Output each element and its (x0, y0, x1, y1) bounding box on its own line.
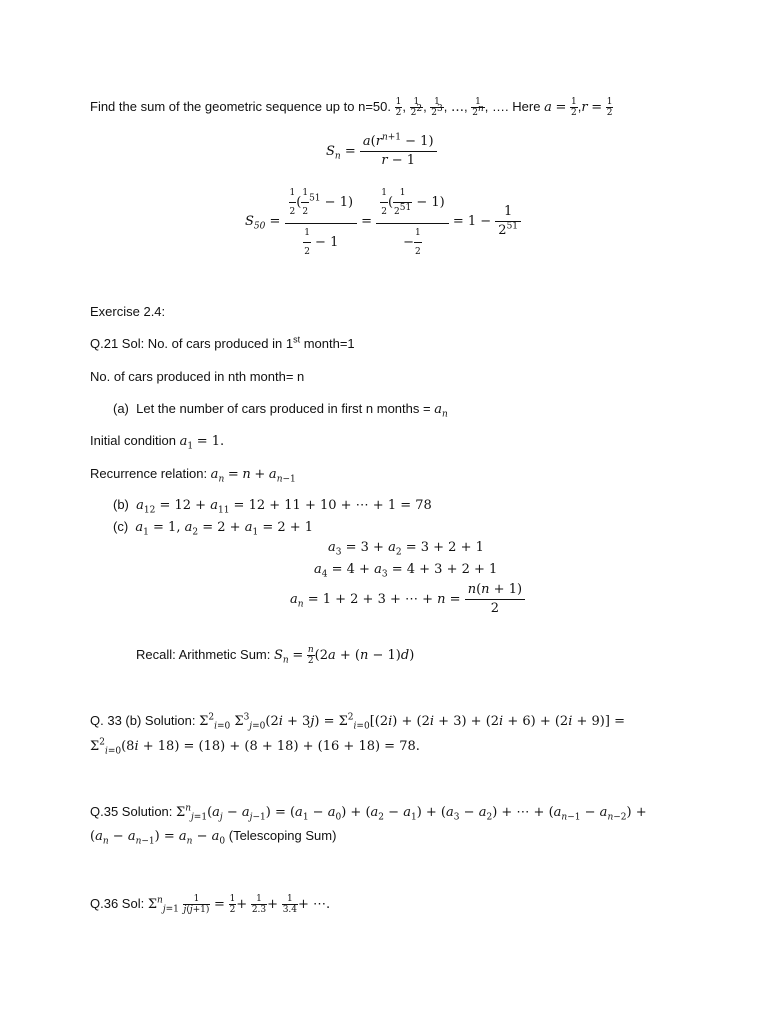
geometric-intro-line: Find the sum of the geometric sequence up to n=50. $\frac{1}{2}$ , $\frac{1}{2^2}$ , $\frac{1}{2^3}$ , …, $\frac{1}{2^n}$ , …. Here a = $\frac{1}{2}$ ,r = $\frac{1}{2}$ (90, 97, 613, 118)
exercise-title: Exercise 2.4: (90, 304, 166, 319)
q21-nth-line: No. of cars produced in nth month= n (90, 369, 305, 384)
q21-a3: $a_3 = 3 + a_2 = 3 + 2 + 1$ (328, 540, 484, 558)
seq-term-3: $\frac{1}{2^3}$ (431, 97, 443, 118)
q35-line2: $(a_n - a_{n-1}) = a_n - a_0$ (Telescoping Sum) (90, 828, 337, 847)
s50-formula: $S_{50}$ = $\frac{1}{2}$ ( $\frac{1}{2}$ $^{51}$ − 1) $\frac{1}{2}$ − 1 = $\frac{1}{2}$ ( $\frac{1}{2^{51}}$ − 1) − $\frac{1}{2}$ = 1 − $\frac{1}{2^{51}}$ (245, 182, 521, 261)
seq-term-n: $\frac{1}{2^n}$ (472, 97, 484, 118)
a-value: $\frac{1}{2}$ (570, 97, 577, 118)
q21-recall: Recall: Arithmetic Sum: $S_n$ = $\frac{n}{2}$ (2a + (n − 1)d) (136, 645, 415, 666)
q21-part-a: (a) Let the number of cars produced in first n months = $a_n$ (113, 401, 448, 420)
q33-line1: Q. 33 (b) Solution: $\Sigma^2_{i=0}$ $\Sigma^3_{j=0}(2i + 3j) = \Sigma^2_{i=0}[(2i) + (2i + 3) + (2i + 6) + (2i + 9)]$ = (90, 712, 625, 732)
q36-line: Q.36 Sol: $\Sigma^n_{j=1}$ $\frac{1}{j(j+1)}$ = $\frac{1}{2}$ + $\frac{1}{2.3}$ + $\frac{1}{3.4}$ + ⋯. (90, 894, 331, 915)
seq-term-1: $\frac{1}{2}$ (395, 97, 402, 118)
q35-line1: Q.35 Solution: $\Sigma^n_{j=1}(a_j - a_{j-1}) = (a_1 - a_0) + (a_2 - a_1) + (a_3 - a_2)$ + ⋯ + $(a_{n-1} - a_{n-2})$ + (90, 803, 647, 823)
q33-line2: $\Sigma^2_{i=0}(8i + 18) = (18) + (8 + 18) + (16 + 18) = 78$. (90, 737, 420, 757)
intro-text: Find the sum of the geometric sequence up to n=50. (90, 98, 391, 114)
q21-sol-line: Q.21 Sol: No. of cars produced in 1st month=1 (90, 334, 355, 351)
q21-initial: Initial condition $a_1 = 1$. (90, 433, 225, 452)
sn-formula: $S_n$ = $\frac{a(r^{n+1} - 1)}{r - 1}$ (326, 133, 437, 170)
seq-term-2: $\frac{1}{2^2}$ (410, 97, 423, 118)
q21-a4: $a_4 = 4 + a_3 = 4 + 3 + 2 + 1$ (314, 562, 498, 580)
r-value: $\frac{1}{2}$ (606, 97, 613, 118)
q21-recurrence: Recurrence relation: $a_n = n + a_{n-1}$ (90, 466, 296, 485)
q21-an: $a_n = 1 + 2 + 3$ + ⋯ + n = $\frac{n(n + 1)}{2}$ (290, 581, 525, 618)
q21-part-c: (c) $a_1 = 1$, $a_2 = 2 + a_1 = 2 + 1$ (113, 519, 314, 538)
q21-part-b: (b) $a_{12} = 12 + a_{11} = 12 + 11 + 10$ + ⋯ + 1 = 78 (113, 497, 432, 516)
